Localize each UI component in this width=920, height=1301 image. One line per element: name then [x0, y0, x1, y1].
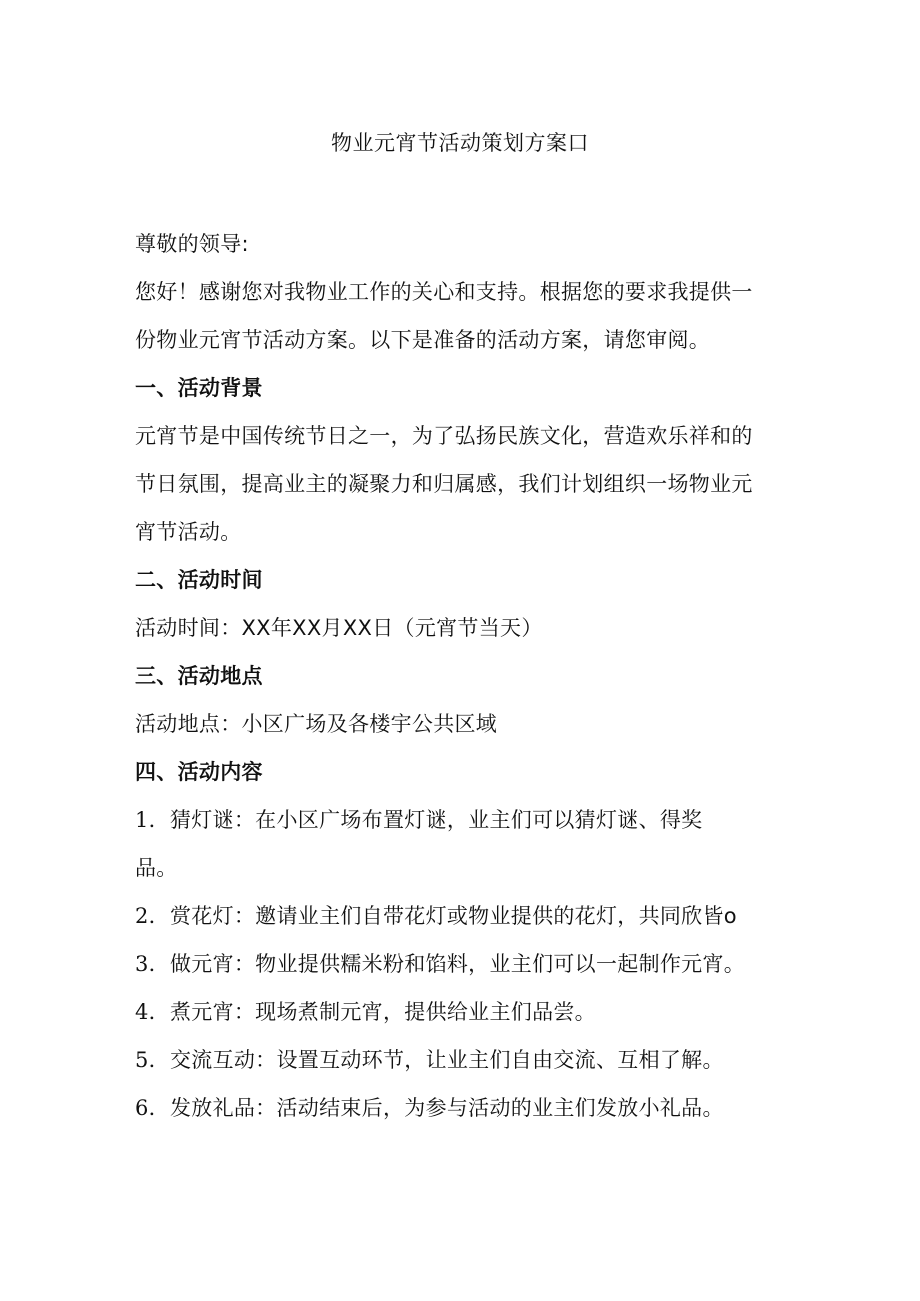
- list-item-text: ．交流互动：设置互动环节，让业主们自由交流、互相了解。: [148, 1048, 724, 1072]
- location-text: 活动地点：小区广场及各楼宇公共区域: [135, 712, 498, 736]
- list-item: [135, 940, 795, 988]
- list-item-text: ．赏花灯：邀请业主们自带花灯或物业提供的花灯，共同欣皆o: [148, 904, 737, 928]
- background-line-3: 宵节活动。: [135, 520, 242, 544]
- list-item-text: ．猜灯谜：在小区广场布置灯谜，业主们可以猜灯谜、得奖: [148, 808, 703, 832]
- list-item-continuation: 品。: [135, 856, 178, 880]
- section-heading-content: 四、活动内容: [135, 760, 263, 784]
- list-item-text: ．做元宵：物业提供糯米粉和馅料，业主们可以一起制作元宵。: [148, 952, 746, 976]
- salutation: 尊敬的领导:: [135, 232, 249, 256]
- list-item-number: 4: [135, 1000, 149, 1024]
- document-body: [135, 220, 795, 1132]
- section-heading-background: 一、活动背景: [135, 376, 263, 400]
- list-item-number: 3: [135, 952, 149, 976]
- list-item: [135, 796, 795, 844]
- list-item: [135, 1036, 795, 1084]
- list-item-number: 5: [135, 1048, 149, 1072]
- document-title: 物业元宵节活动策划方案口: [331, 131, 589, 155]
- list-item-number: 6: [135, 1096, 149, 1120]
- intro-line-2: 份物业元宵节活动方案。以下是准备的活动方案，请您审阅。: [135, 328, 711, 352]
- time-text: 活动时间：XX年XX月XX日（元宵节当天）: [135, 616, 543, 640]
- section-heading-location: 三、活动地点: [135, 664, 263, 688]
- list-item: [135, 892, 795, 940]
- intro-line-1: 您好！感谢您对我物业工作的关心和支持。根据您的要求我提供一: [135, 280, 753, 304]
- list-item-number: 1: [135, 808, 149, 832]
- list-item-text: ．煮元宵：现场煮制元宵，提供给业主们品尝。: [148, 1000, 596, 1024]
- background-line-2: 节日氛围，提高业主的凝聚力和归属感，我们计划组织一场物业元: [135, 472, 753, 496]
- list-item-text: ．发放礼品：活动结束后，为参与活动的业主们发放小礼品。: [148, 1096, 724, 1120]
- background-line-1: 元宵节是中国传统节日之一，为了弘扬民族文化，营造欢乐祥和的: [135, 424, 753, 448]
- list-item: [135, 988, 795, 1036]
- list-item: [135, 1084, 795, 1132]
- list-item-number: 2: [135, 904, 149, 928]
- section-heading-time: 二、活动时间: [135, 568, 263, 592]
